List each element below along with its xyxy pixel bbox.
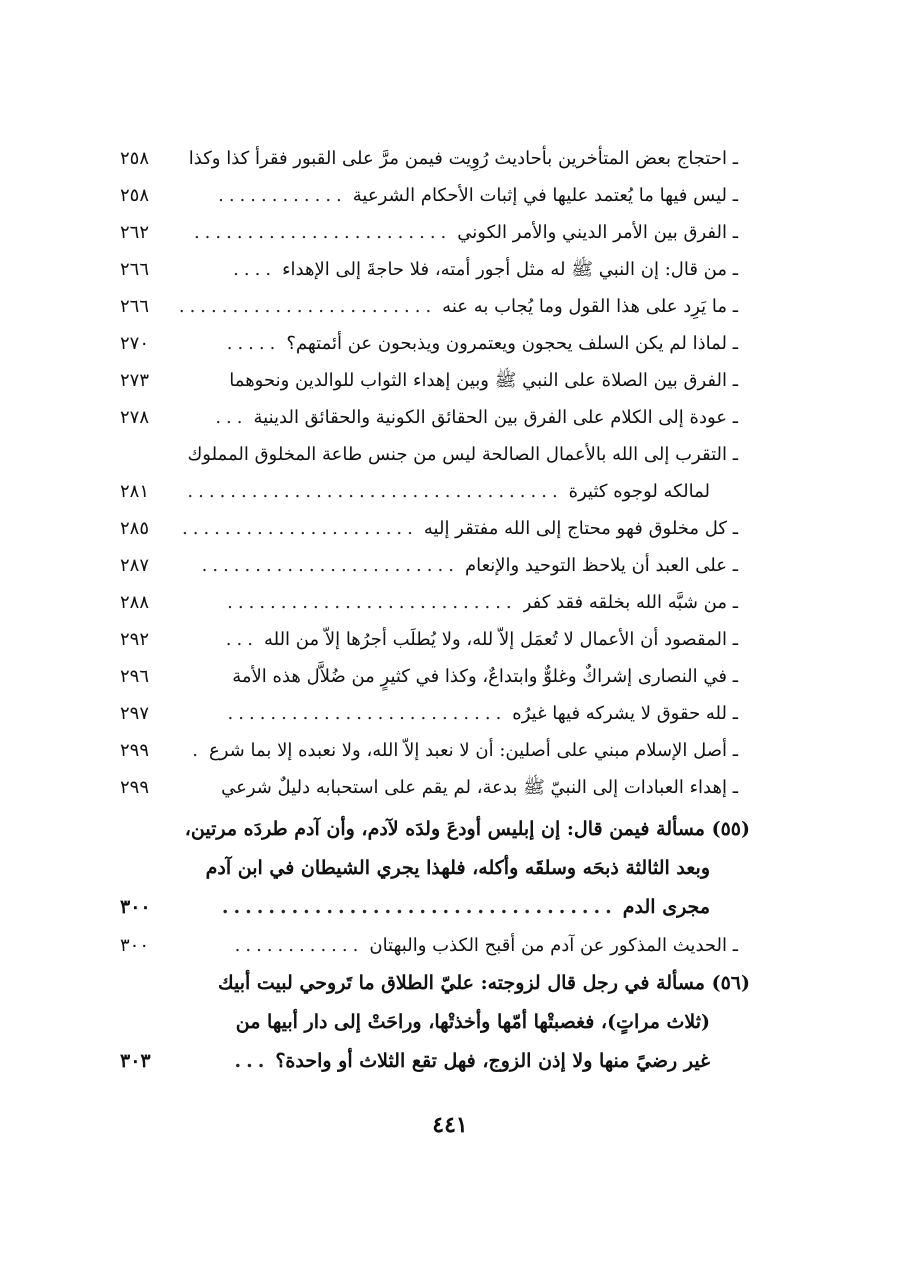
toc-leader-dots: .... [233,259,277,280]
page-footer-number: ٤٤١ [432,1112,468,1138]
toc-page-number: ٢٨١ [120,481,150,502]
toc-entry-title: ـ لماذا لم يكن السلف يحجون ويعتمرون ويذبحون عن أئمتهم؟ [286,333,738,354]
toc-leader-dots: ........................ [193,222,452,243]
toc-page-number: ٢٨٥ [120,518,150,539]
toc-entry-title: ـ ما يَرِد على هذا القول وما يُجاب به عنه [442,296,738,317]
toc-page-number: ٢٧٠ [120,333,150,354]
toc-page-number: ٢٨٧ [120,555,150,576]
toc-question-title: (٥٥) مسألة فيمن قال: إن إبليس أودعَ ولدَه لآدم، وأن آدم طردَه مرتين، [184,818,750,840]
toc-leader-dots: . [192,740,203,761]
toc-entry-title: ـ كل مخلوق فهو محتاج إلى الله مفتقر إليه [423,518,738,539]
toc-page-number: ٢٦٢ [120,222,150,243]
toc-page-number: ٢٧٣ [120,370,150,391]
toc-question-title-continued: مجرى الدم [622,896,710,918]
toc-entry-title: ـ من قال: إن النبي ﷺ له مثل أجور أمته، فلا حاجةَ إلى الإهداء [282,259,738,280]
toc-page-number: ٢٩٩ [120,740,150,761]
toc-page-number: ٢٩٩ [120,777,150,798]
toc-page-number: ٢٧٨ [120,407,150,428]
toc-entry[interactable] [120,621,750,658]
toc-page-number: ٣٠٠ [120,935,150,956]
toc-entry[interactable] [120,695,750,732]
toc-leader-dots: ................................... [187,481,563,502]
toc-question-title-continued: وبعد الثالثة ذبحَه وسلقَه وأكله، فلهذا يجري الشيطان في ابن آدم [205,857,710,879]
toc-page-number: ٢٥٨ [120,148,150,169]
toc-entry[interactable] [120,362,750,399]
toc-entry-title: ـ لله حقوق لا يشركه فيها غيرُه [512,703,738,724]
toc-entry-title: لمالكه لوجوه كثيرة [568,481,710,502]
toc-entry[interactable] [120,769,750,806]
toc-entry-title: ـ التقرب إلى الله بالأعمال الصالحة ليس من جنس طاعة المخلوق المملوك [187,444,738,465]
toc-page-number: ٢٦٦ [120,259,150,280]
toc-leader-dots: ............ [234,935,364,956]
toc-page-number: ٢٨٨ [120,592,150,613]
toc-question-56-line2[interactable] [120,1003,750,1042]
toc-entry[interactable] [120,325,750,362]
toc-entry[interactable] [120,140,750,177]
toc-page-number: ٢٩٧ [120,703,150,724]
toc-entry-title: ـ عودة إلى الكلام على الفرق بين الحقائق الكونية والحقائق الدينية [253,407,738,428]
table-of-contents [120,140,750,1081]
toc-page-number: ٢٩٢ [120,629,150,650]
toc-page-number: ٢٩٦ [120,666,150,687]
toc-question-56-line3[interactable] [120,1042,750,1081]
toc-entry-title: ـ على العبد أن يلاحظ التوحيد والإنعام [464,555,738,576]
toc-leader-dots: ... [225,629,258,650]
toc-leader-dots: ........................ [201,555,459,576]
toc-entry[interactable] [120,177,750,214]
toc-entry-title: ـ ليس فيها ما يُعتمد عليها في إثبات الأحكام الشرعية [352,185,738,206]
toc-page-number: ٢٥٨ [120,185,150,206]
toc-page-number: ٢٦٦ [120,296,150,317]
toc-entry[interactable] [120,510,750,547]
toc-entry[interactable] [120,732,750,769]
toc-entry[interactable] [120,584,750,621]
toc-entry-title: ـ الحديث المذكور عن آدم من أقبح الكذب والبهتان [369,935,738,956]
toc-page-number: ٣٠٣ [120,1050,151,1072]
toc-leader-dots: ..... [226,333,281,354]
toc-leader-dots: ........................ [178,296,437,317]
toc-entry[interactable] [120,214,750,251]
toc-entry-title: ـ احتجاج بعض المتأخرين بأحاديث رُوِيت فيمن مرَّ على القبور فقرأ كذا وكذا [188,148,738,169]
toc-leader-dots: .................................. [221,896,617,918]
toc-question-title-continued: غير رضيً منها ولا إذن الزوج، فهل تقع الثلاث أو واحدة؟ [275,1050,710,1072]
toc-question-55-line3[interactable] [120,888,750,927]
toc-leader-dots: ...................... [182,518,418,539]
toc-leader-dots: ... [215,407,248,428]
toc-entry-title: ـ من شبَّه الله بخلقه فقد كفر [522,592,738,613]
toc-entry-title: ـ في النصارى إشراكٌ وغلوٌّ وابتداعٌ، وكذا في كثيرٍ من ضُلاَّل هذه الأمة [232,666,738,687]
toc-question-title-continued: (ثلاث مراتٍ)، فغصبتْها أمّها وأخذتْها، وراحَتْ إلى دار أبيها من [235,1011,710,1033]
toc-entry[interactable] [120,251,750,288]
toc-entry[interactable] [120,927,750,964]
toc-entry-title: ـ الفرق بين الأمر الديني والأمر الكوني [457,222,738,243]
toc-entry-continuation[interactable] [120,473,750,510]
toc-entry-title: ـ المقصود أن الأعمال لا تُعمَل إلاّ لله، ولا يُطلَب أجرُها إلاّ من الله [263,629,738,650]
toc-entry[interactable] [120,288,750,325]
toc-question-55[interactable] [120,810,750,849]
toc-entry-title: ـ إهداء العبادات إلى النبيّ ﷺ بدعة، لم يقم على استحبابه دليلٌ شرعي [221,777,738,798]
toc-page-number: ٣٠٠ [120,896,151,918]
toc-leader-dots: ............ [218,185,347,206]
toc-leader-dots: .......................... [227,703,507,724]
toc-entry-title: ـ أصل الإسلام مبني على أصلين: أن لا نعبد إلاّ الله، ولا نعبده إلا بما شرع [208,740,738,761]
toc-entry[interactable] [120,436,750,473]
toc-entry-title: ـ الفرق بين الصلاة على النبي ﷺ وبين إهداء الثواب للوالدين ونحوهما [229,370,738,391]
toc-question-55-line2[interactable] [120,849,750,888]
toc-leader-dots: ........................... [227,592,517,613]
toc-entry[interactable] [120,658,750,695]
toc-question-title: (٥٦) مسألة في رجل قال لزوجته: عليّ الطلاق ما تَروحي لبيت أبيك [217,972,750,994]
toc-entry[interactable] [120,547,750,584]
toc-leader-dots: ... [234,1050,270,1072]
toc-entry[interactable] [120,399,750,436]
toc-question-56[interactable] [120,964,750,1003]
